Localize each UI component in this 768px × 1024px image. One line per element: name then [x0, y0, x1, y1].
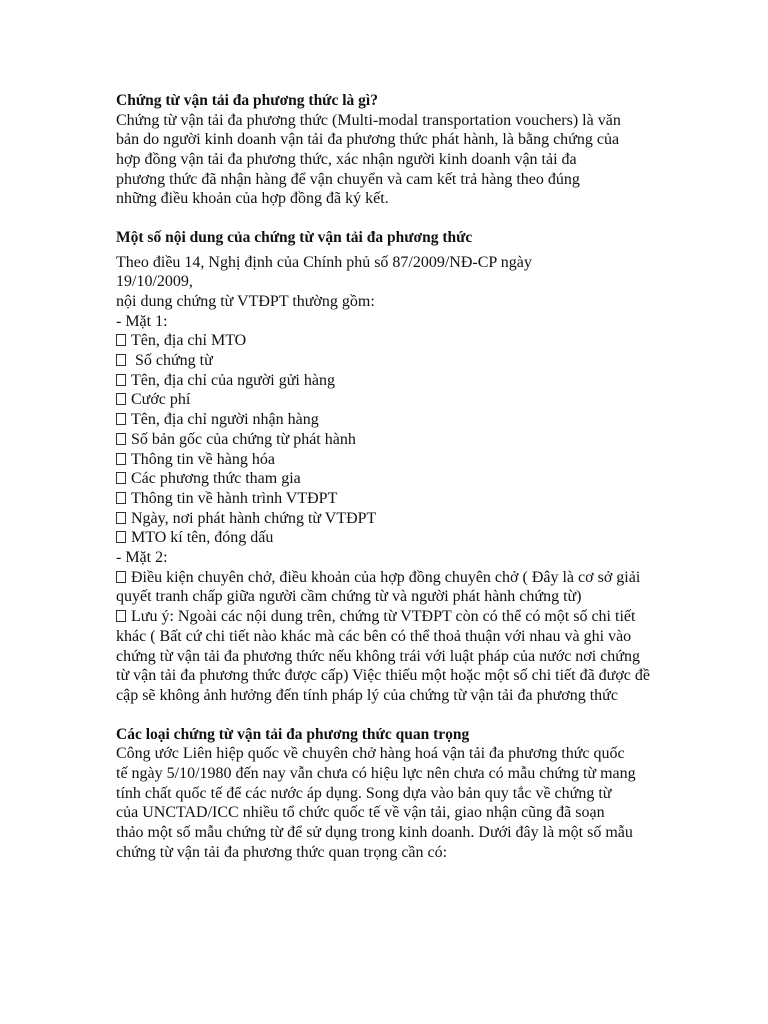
checkbox-glyph-icon: [116, 512, 126, 524]
list-item-text: Số bản gốc của chứng từ phát hành: [131, 430, 356, 448]
checkbox-glyph-icon: [116, 453, 126, 465]
checkbox-glyph-icon: [116, 393, 126, 405]
list-item: [116, 410, 656, 430]
checkbox-glyph-icon: [116, 433, 126, 445]
list-item-text: Số chứng từ: [131, 352, 213, 370]
list-item-text: Tên, địa chỉ người nhận hàng: [131, 411, 319, 429]
definition-paragraph: Chứng từ vận tải đa phương thức (Multi-modal transportation vouchers) là văn bản do người kinh doanh vận tải đa phương thức phát hành, là bằng chứng của hợp đồng vận tải đa phương thức, xác nhận người kinh doanh vận tải đa phương thức đã nhận hàng để vận chuyển và cam kết trả hàng theo đúng những điều khoản của hợp đồng đã ký kết.: [116, 111, 621, 208]
list-item: [116, 371, 656, 391]
list-item-text: Tên, địa chỉ của người gửi hàng: [131, 371, 335, 389]
list-item-text: Thông tin về hành trình VTĐPT: [131, 489, 338, 507]
checkbox-glyph-icon: [116, 610, 126, 622]
side1-label: - Mặt 1:: [116, 312, 168, 330]
types-paragraph: Công ước Liên hiệp quốc về chuyên chở hàng hoá vận tải đa phương thức quốc tế ngày 5/10/1980 đến nay vẫn chưa có hiệu lực nên chưa có mẫu chứng từ mang tính chất quốc tế để các nước áp dụng. Song dựa vào bản quy tắc về chứng từ của UNCTAD/ICC nhiều tổ chức quốc tế về vận tải, giao nhận cũng đã soạn thảo một số mẫu chứng từ để sử dụng trong kinh doanh. Dưới đây là một số mẫu chứng từ vận tải đa phương thức quan trọng cần có:: [116, 745, 636, 861]
checkbox-glyph-icon: [116, 531, 126, 543]
checkbox-glyph-icon: [116, 374, 126, 386]
side2-item-text: Điều kiện chuyên chở, điều khoản của hợp đồng chuyên chở ( Đây là cơ sở giải quyết tranh chấp giữa người cầm chứng từ và người phát hành chứng từ): [116, 568, 641, 606]
intro-line: nội dung chứng từ VTĐPT thường gồm:: [116, 292, 375, 310]
side2-label: - Mặt 2:: [116, 549, 168, 567]
list-item: [116, 509, 656, 529]
list-item: [116, 351, 656, 371]
list-item-text: Thông tin về hàng hóa: [131, 450, 275, 468]
section-heading-contents: Một số nội dung của chứng từ vận tải đa phương thức: [116, 229, 473, 247]
side2-note: [116, 607, 650, 706]
list-item: [116, 390, 656, 410]
list-item-text: Các phương thức tham gia: [131, 470, 301, 488]
list-item-text: Tên, địa chỉ MTO: [131, 332, 247, 350]
checkbox-glyph-icon: [116, 334, 126, 346]
checkbox-glyph-icon: [116, 354, 126, 366]
section-heading-types: Các loại chứng từ vận tải đa phương thức quan trọng: [116, 725, 470, 743]
checkbox-glyph-icon: [116, 413, 126, 425]
intro-line: Theo điều 14, Nghị định của Chính phủ số 87/2009/NĐ-CP ngày: [116, 253, 532, 271]
list-item: [116, 489, 656, 509]
checkbox-glyph-icon: [116, 472, 126, 484]
intro-line: 19/10/2009,: [116, 273, 193, 291]
list-item-text: Cước phí: [131, 391, 191, 409]
list-item: [116, 430, 656, 450]
checkbox-glyph-icon: [116, 492, 126, 504]
list-item-text: Ngày, nơi phát hành chứng từ VTĐPT: [131, 509, 377, 527]
side2-note-text: Lưu ý: Ngoài các nội dung trên, chứng từ VTĐPT còn có thể có một số chi tiết khác ( Bất cứ chi tiết nào khác mà các bên có thể thoả thuận với nhau và ghi vào chứng từ vận tải đa phương thức nếu không trái với luật pháp của nước nơi chứng từ vận tải đa phương thức được cấp) Việc thiếu một hoặc một số chi tiết đã được đề cập sẽ không ảnh hưởng đến tính pháp lý của chứng từ vận tải đa phương thức: [116, 608, 651, 704]
list-item: [116, 331, 656, 351]
document-page: [116, 91, 656, 862]
checkbox-glyph-icon: [116, 571, 126, 583]
section-heading-definition: Chứng từ vận tải đa phương thức là gì?: [116, 92, 378, 109]
list-item: [116, 528, 656, 548]
list-item-text: MTO kí tên, đóng dấu: [131, 529, 274, 547]
list-item: [116, 450, 656, 470]
list-item: [116, 469, 656, 489]
side2-item: [116, 568, 656, 607]
